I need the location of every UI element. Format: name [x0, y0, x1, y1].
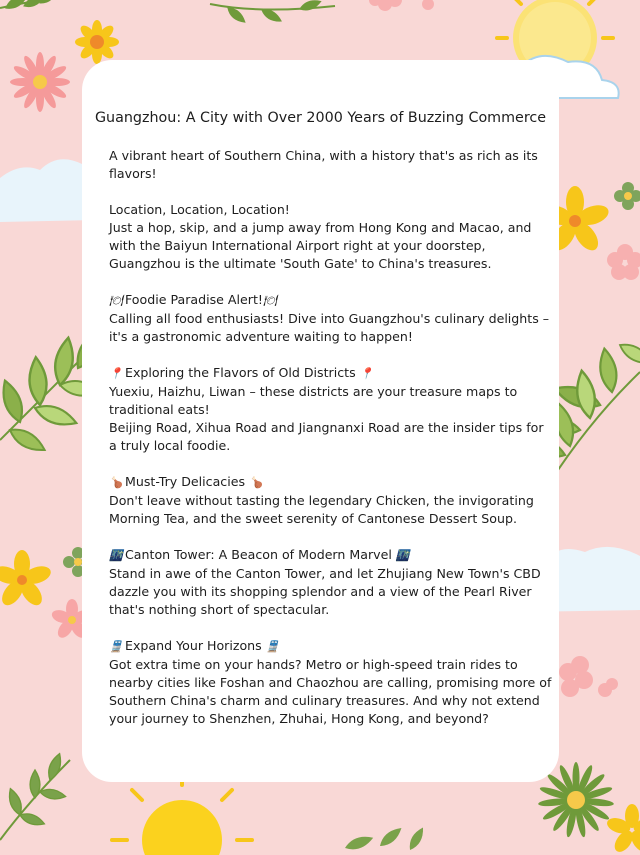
horizons-section [109, 637, 554, 728]
green-flower-icon-right [614, 182, 640, 210]
tower-text: Stand in awe of the Canton Tower, and let Zhujiang New Town's CBD dazzle you with its shopping splendor and a view of the Pearl River that's nothing short of spectacular. [109, 566, 541, 617]
foodie-heading: Foodie Paradise Alert! [125, 292, 263, 307]
location-heading: Location, Location, Location! [109, 202, 290, 217]
yellow-flower-icon-bottom-right [605, 804, 640, 855]
horizons-text: Got extra time on your hands? Metro or high-speed train rides to nearby cities like Foshan and Chaozhou are calling, promising more of Southern China's charm and culinary treasures. And why not extend your journey to Shenzhen, Zhuhai, Hong Kong, and beyond? [109, 657, 552, 726]
foodie-text: Calling all food enthusiasts! Dive into Guangzhou's culinary delights – it's a gastronomic adventure waiting to happen! [109, 311, 550, 344]
districts-section [109, 364, 554, 455]
city-night-icon: 🌃 [395, 549, 410, 562]
train-icon: 🚆 [265, 640, 280, 653]
districts-heading-line [109, 364, 554, 383]
location-text: Just a hop, skip, and a jump away from Hong Kong and Macao, and with the Baiyun International Airport right at your doorstep, Guangzhou is the ultimate 'South Gate' to China's treasures. [109, 220, 532, 271]
train-icon: 🚆 [109, 640, 123, 653]
delicacies-heading: Must-Try Delicacies [125, 474, 246, 489]
pin-icon: 📍 [109, 367, 123, 380]
tower-section [109, 546, 554, 619]
horizons-heading: Expand Your Horizons [125, 638, 262, 653]
intro-paragraph [109, 147, 554, 183]
delicacies-heading-line [109, 473, 554, 492]
location-section [109, 201, 554, 273]
page-title: Guangzhou: A City with Over 2000 Years of Buzzing Commerce [94, 110, 547, 126]
tower-heading: Canton Tower: A Beacon of Modern Marvel [125, 547, 392, 562]
leaf-branch-top [210, 0, 335, 25]
city-night-icon: 🌃 [109, 549, 123, 562]
leaf-branch-bottom [343, 824, 427, 853]
districts-text-1: Yuexiu, Haizhu, Liwan – these districts are your treasure maps to traditional eats! [109, 384, 518, 417]
pin-icon: 📍 [359, 367, 374, 380]
article-body [109, 147, 554, 728]
pink-flower-icon-top [369, 0, 434, 11]
drumstick-icon: 🍗 [249, 476, 263, 489]
leaf-branch-bottom-left [0, 752, 70, 840]
yellow-flower-icon [75, 20, 119, 64]
intro-text: A vibrant heart of Southern China, with a history that's as rich as its flavors! [109, 148, 538, 181]
drumstick-icon: 🍗 [109, 476, 123, 489]
content-card [82, 60, 559, 782]
foodie-heading-line [109, 291, 554, 310]
foodie-section [109, 291, 554, 346]
pink-daisy-icon [10, 52, 70, 112]
leaf-branch-top-left [0, 0, 62, 12]
districts-text-2: Beijing Road, Xihua Road and Jiangnanxi Road are the insider tips for a truly local foodie. [109, 420, 544, 453]
tower-heading-line [109, 546, 554, 565]
plate-icon: 🍽 [109, 294, 123, 307]
sun-icon-bottom [112, 770, 252, 855]
delicacies-text: Don't leave without tasting the legendary Chicken, the invigorating Morning Tea, and the sweet serenity of Cantonese Dessert Soup. [109, 493, 534, 526]
horizons-heading-line [109, 637, 554, 656]
delicacies-section [109, 473, 554, 528]
yellow-flower-icon-left [0, 550, 53, 609]
pink-flower-icon-right [607, 244, 640, 280]
districts-heading: Exploring the Flavors of Old Districts [125, 365, 356, 380]
plate-icon: 🍽 [262, 294, 277, 307]
pink-flower-icon-lower-right [559, 656, 618, 697]
